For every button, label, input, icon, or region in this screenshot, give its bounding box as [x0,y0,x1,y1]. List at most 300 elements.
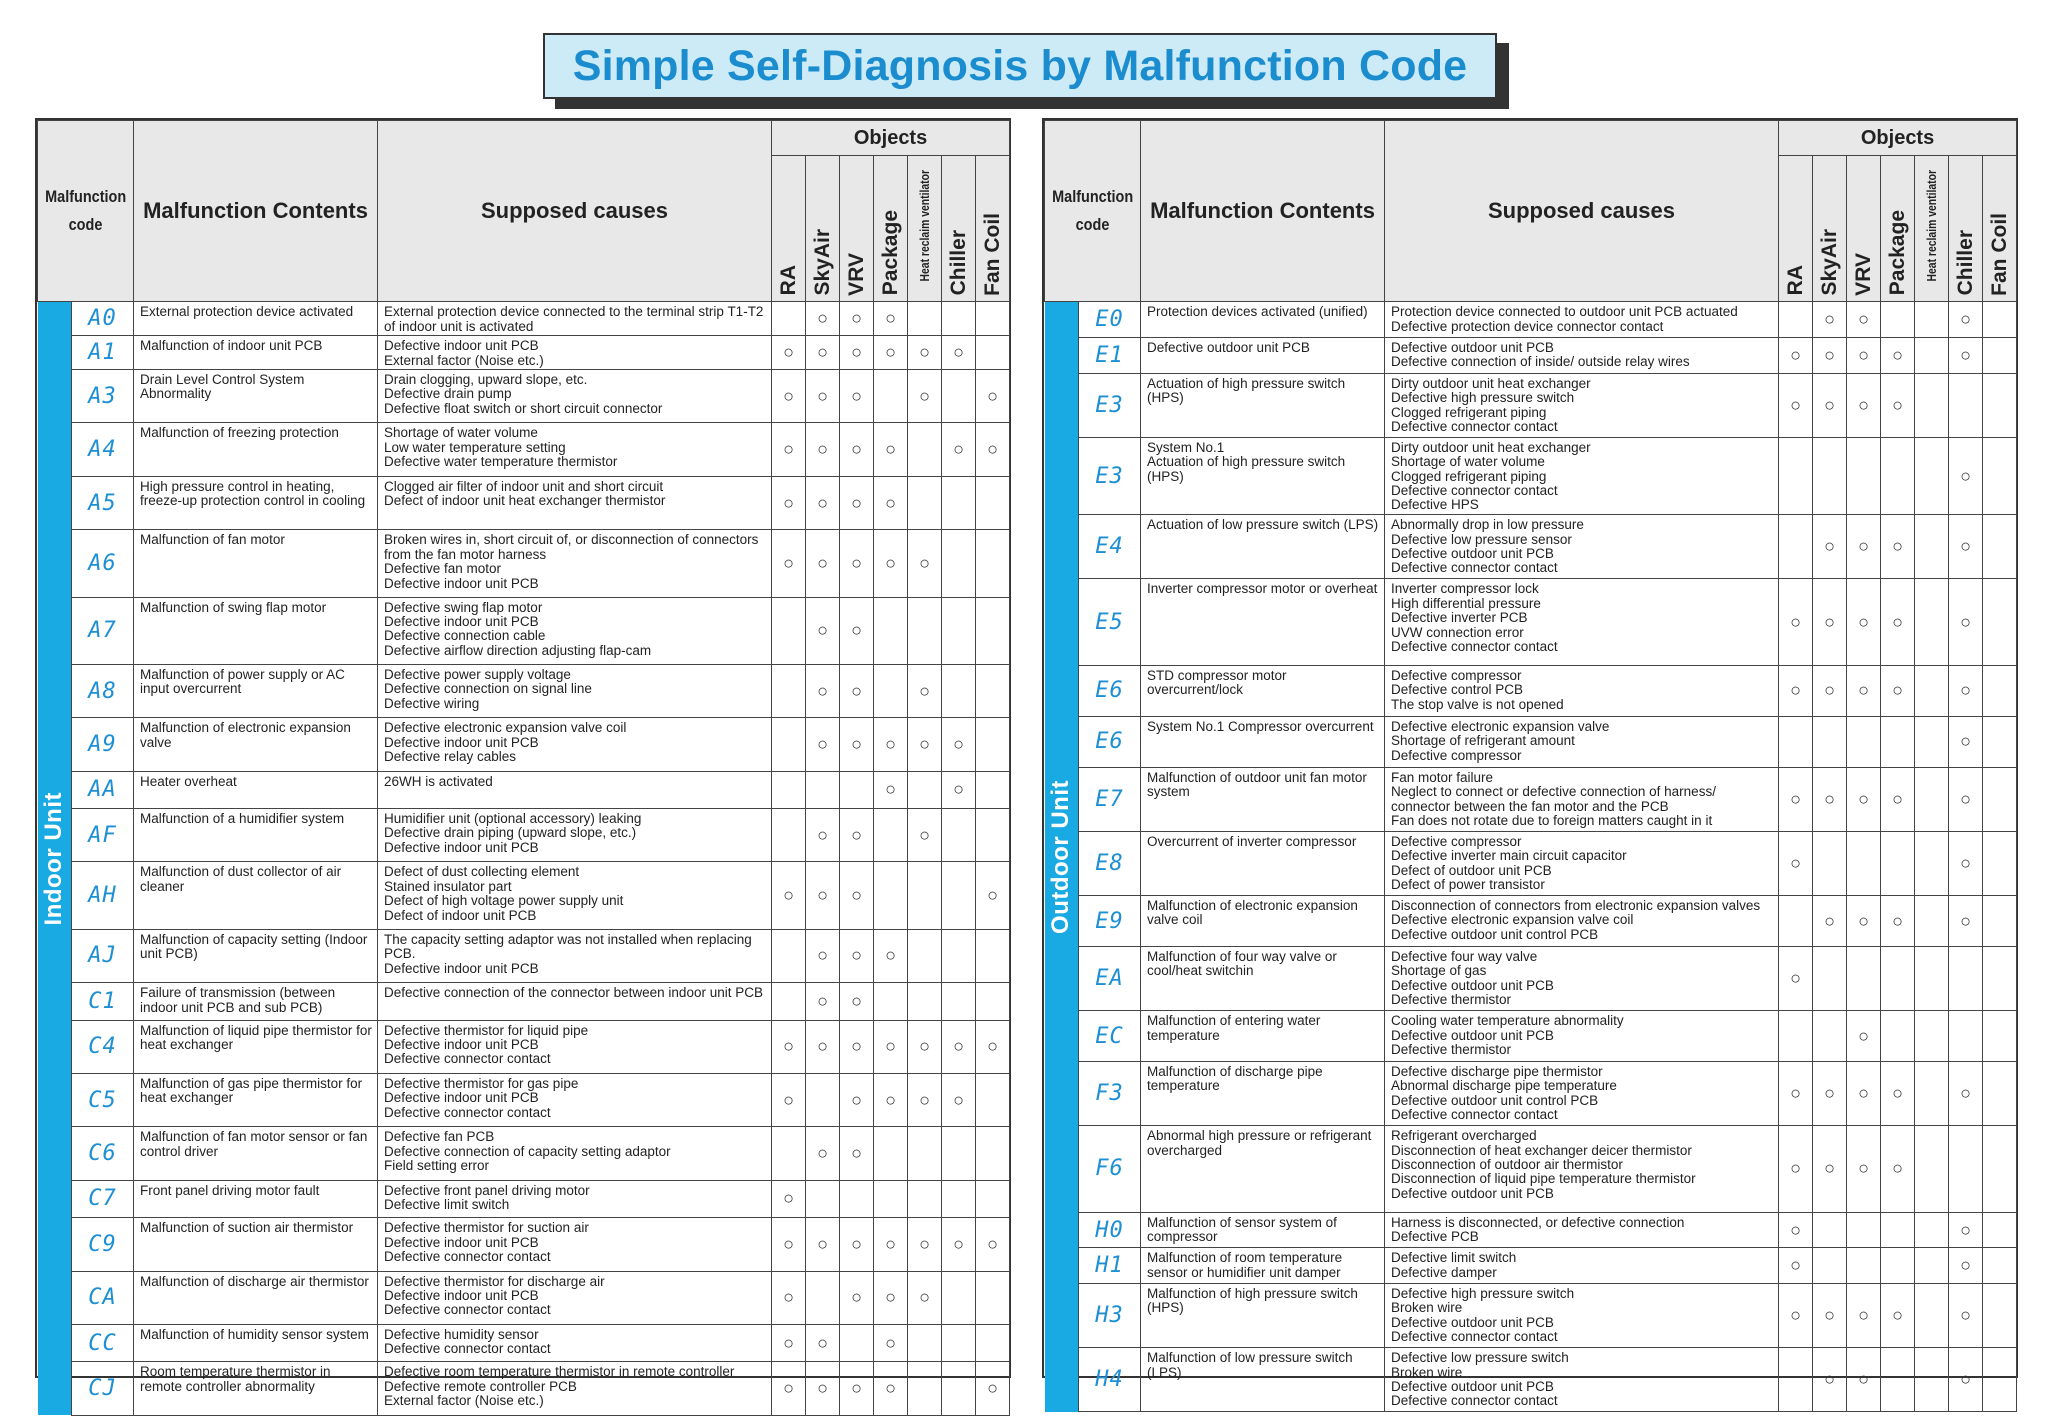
object-applicable-chiller-mark [942,1324,976,1361]
table-row [38,476,1010,529]
object-applicable-ra-mark [772,771,806,808]
table-row [1045,1283,2017,1347]
malfunction-code: EC [1079,1011,1141,1062]
table-row [38,1180,1010,1217]
object-applicable-fan-coil-mark [976,1073,1010,1126]
object-applicable-fan-coil-mark [976,771,1010,808]
object-applicable-ra-mark: ○ [772,476,806,529]
malfunction-contents: Malfunction of electronic expansion valve coil [1141,896,1385,947]
object-applicable-skyair-mark: ○ [806,597,840,664]
malfunction-code: H0 [1079,1212,1141,1248]
header-supposed-causes: Supposed causes [1385,121,1779,302]
header-objects: Objects [1779,121,2017,156]
object-applicable-package-mark [1881,831,1915,895]
malfunction-contents: Malfunction of discharge air thermistor [134,1271,378,1324]
object-applicable-skyair-mark: ○ [806,302,840,336]
supposed-causes: Defective compressor Defective inverter main circuit capacitor Defect of outdoor unit PCB Defect of power transistor [1385,831,1779,895]
object-applicable-package-mark: ○ [874,929,908,982]
object-applicable-skyair-mark: ○ [1813,1348,1847,1412]
object-applicable-vrv-mark [1847,831,1881,895]
indoor-unit-table [35,118,1011,1409]
malfunction-code: E8 [1079,831,1141,895]
object-applicable-heat-reclaim-ventilator-mark [908,302,942,336]
object-applicable-ra-mark: ○ [772,423,806,476]
object-applicable-vrv-mark: ○ [1847,515,1881,579]
object-applicable-fan-coil-mark [1983,1248,2017,1284]
object-applicable-chiller-mark: ○ [1949,338,1983,374]
object-applicable-heat-reclaim-ventilator-mark [1915,665,1949,716]
object-applicable-fan-coil-mark [976,1127,1010,1180]
supposed-causes: Defective swing flap motor Defective indoor unit PCB Defective connection cable Defective airflow direction adjusting flap-cam [378,597,772,664]
malfunction-code: CC [72,1324,134,1361]
object-applicable-heat-reclaim-ventilator-mark: ○ [908,1020,942,1073]
object-applicable-skyair-mark: ○ [806,664,840,717]
object-applicable-fan-coil-mark [1983,579,2017,666]
malfunction-contents: Malfunction of entering water temperature [1141,1011,1385,1062]
object-applicable-skyair-mark: ○ [1813,1126,1847,1213]
object-applicable-heat-reclaim-ventilator-mark [1915,896,1949,947]
malfunction-contents: Actuation of high pressure switch (HPS) [1141,373,1385,437]
object-applicable-package-mark [874,1180,908,1217]
object-column-label: SkyAir [1817,228,1841,296]
object-applicable-heat-reclaim-ventilator-mark [1915,1212,1949,1248]
malfunction-contents: Malfunction of outdoor unit fan motor system [1141,767,1385,831]
object-applicable-ra-mark: ○ [772,862,806,929]
object-applicable-ra-mark: ○ [1779,1212,1813,1248]
object-applicable-ra-mark: ○ [772,1020,806,1073]
malfunction-code: AF [72,809,134,862]
object-column-label: RA [1783,265,1807,296]
object-applicable-fan-coil-mark: ○ [976,1020,1010,1073]
object-applicable-heat-reclaim-ventilator-mark: ○ [908,1073,942,1126]
supposed-causes: Defective electronic expansion valve coil Defective indoor unit PCB Defective relay cables [378,718,772,771]
object-applicable-skyair-mark: ○ [1813,338,1847,374]
supposed-causes: Dirty outdoor unit heat exchanger Shortage of water volume Clogged refrigerant piping Defective connector contact Defective HPS [1385,437,1779,514]
object-applicable-heat-reclaim-ventilator-mark [908,1127,942,1180]
object-applicable-fan-coil-mark [1983,1283,2017,1347]
table-row [1045,302,2017,338]
object-applicable-skyair-mark: ○ [1813,665,1847,716]
object-applicable-skyair-mark: ○ [806,530,840,597]
object-applicable-skyair-mark [1813,1011,1847,1062]
object-applicable-package-mark [874,1127,908,1180]
malfunction-contents: Malfunction of suction air thermistor [134,1218,378,1271]
supposed-causes: Dirty outdoor unit heat exchanger Defective high pressure switch Clogged refrigerant piping Defective connector contact [1385,373,1779,437]
object-applicable-skyair-mark [1813,716,1847,767]
table-row [1045,1062,2017,1126]
object-applicable-vrv-mark: ○ [840,476,874,529]
object-applicable-skyair-mark: ○ [806,1020,840,1073]
object-applicable-fan-coil-mark [976,983,1010,1020]
object-applicable-fan-coil-mark [1983,831,2017,895]
supposed-causes: Shortage of water volume Low water temperature setting Defective water temperature thermistor [378,423,772,476]
table-row [1045,716,2017,767]
object-applicable-ra-mark: ○ [1779,1062,1813,1126]
object-applicable-skyair-mark: ○ [806,476,840,529]
object-applicable-chiller-mark: ○ [1949,767,1983,831]
object-applicable-heat-reclaim-ventilator-mark [908,1180,942,1217]
supposed-causes: Defect of dust collecting element Stained insulator part Defect of high voltage power supply unit Defect of indoor unit PCB [378,862,772,929]
malfunction-code: E6 [1079,665,1141,716]
object-applicable-vrv-mark [1847,437,1881,514]
object-applicable-package-mark [874,370,908,423]
object-applicable-package-mark: ○ [874,771,908,808]
header-object-package [1881,156,1915,302]
object-applicable-ra-mark: ○ [1779,373,1813,437]
object-applicable-vrv-mark [840,1324,874,1361]
object-applicable-skyair-mark: ○ [1813,579,1847,666]
supposed-causes: Cooling water temperature abnormality Defective outdoor unit PCB Defective thermistor [1385,1011,1779,1062]
object-applicable-package-mark: ○ [874,530,908,597]
object-applicable-skyair-mark: ○ [1813,302,1847,338]
object-applicable-chiller-mark [942,476,976,529]
object-applicable-chiller-mark [942,862,976,929]
malfunction-contents: System No.1 Actuation of high pressure switch (HPS) [1141,437,1385,514]
object-column-label: Heat reclaim ventilator [1923,169,1939,282]
object-applicable-skyair-mark: ○ [806,423,840,476]
malfunction-contents: Malfunction of room temperature sensor or humidifier unit damper [1141,1248,1385,1284]
object-applicable-chiller-mark [1949,1011,1983,1062]
supposed-causes: Defective high pressure switch Broken wire Defective outdoor unit PCB Defective connector contact [1385,1283,1779,1347]
object-applicable-heat-reclaim-ventilator-mark [908,1362,942,1415]
object-applicable-fan-coil-mark [1983,338,2017,374]
object-applicable-vrv-mark: ○ [840,929,874,982]
object-applicable-vrv-mark [1847,946,1881,1010]
object-applicable-ra-mark: ○ [1779,338,1813,374]
supposed-causes: Inverter compressor lock High differential pressure Defective inverter PCB UVW connection error Defective connector contact [1385,579,1779,666]
object-column-label: Chiller [946,230,970,296]
object-applicable-package-mark [1881,946,1915,1010]
object-applicable-chiller-mark [1949,373,1983,437]
title-banner [543,33,1497,99]
object-applicable-fan-coil-mark [976,809,1010,862]
malfunction-code: A7 [72,597,134,664]
supposed-causes: Defective thermistor for discharge air Defective indoor unit PCB Defective connector contact [378,1271,772,1324]
supposed-causes: Defective limit switch Defective damper [1385,1248,1779,1284]
header-malfunction-code [1045,121,1141,302]
object-applicable-vrv-mark: ○ [840,1271,874,1324]
object-applicable-package-mark: ○ [874,423,908,476]
malfunction-contents: Malfunction of low pressure switch (LPS) [1141,1348,1385,1412]
malfunction-code: E1 [1079,338,1141,374]
object-applicable-heat-reclaim-ventilator-mark [908,423,942,476]
table-row [38,809,1010,862]
object-applicable-heat-reclaim-ventilator-mark: ○ [908,1271,942,1324]
object-applicable-chiller-mark: ○ [1949,1283,1983,1347]
object-column-label: Package [878,210,902,296]
header-malfunction-code [38,121,134,302]
object-applicable-vrv-mark: ○ [1847,896,1881,947]
object-applicable-chiller-mark [942,1271,976,1324]
object-applicable-fan-coil-mark [976,597,1010,664]
malfunction-code: A1 [72,336,134,370]
object-applicable-heat-reclaim-ventilator-mark [1915,1283,1949,1347]
header-object-vrv [1847,156,1881,302]
object-applicable-chiller-mark [942,983,976,1020]
malfunction-contents: Malfunction of humidity sensor system [134,1324,378,1361]
supposed-causes: Disconnection of connectors from electronic expansion valves Defective electronic expansion valve coil Defective outdoor unit control PCB [1385,896,1779,947]
header-object-ra [772,156,806,302]
object-applicable-ra-mark [1779,302,1813,338]
table-row [1045,665,2017,716]
malfunction-code: C4 [72,1020,134,1073]
object-applicable-heat-reclaim-ventilator-mark [1915,437,1949,514]
supposed-causes: Refrigerant overcharged Disconnection of heat exchanger deicer thermistor Disconnection of outdoor air thermistor Disconnection of liquid pipe temperature thermistor Defective outdoor unit PCB [1385,1126,1779,1213]
object-applicable-fan-coil-mark [1983,665,2017,716]
object-applicable-fan-coil-mark [1983,1011,2017,1062]
object-applicable-package-mark [1881,1348,1915,1412]
object-applicable-package-mark: ○ [874,336,908,370]
object-column-label: Heat reclaim ventilator [916,169,932,282]
object-applicable-fan-coil-mark: ○ [976,1362,1010,1415]
malfunction-code: C9 [72,1218,134,1271]
header-object-fan-coil [976,156,1010,302]
header-object-heat-reclaim-ventilator [1915,156,1949,302]
table-row [1045,1126,2017,1213]
object-column-label: Package [1885,210,1909,296]
object-applicable-ra-mark: ○ [772,370,806,423]
object-applicable-skyair-mark: ○ [1813,1062,1847,1126]
object-applicable-vrv-mark: ○ [1847,1348,1881,1412]
object-column-label: SkyAir [810,228,834,296]
supposed-causes: Defective humidity sensor Defective connector contact [378,1324,772,1361]
header-code-label: Malfunction code [1052,187,1134,235]
supposed-causes: Defective outdoor unit PCB Defective connection of inside/ outside relay wires [1385,338,1779,374]
object-applicable-vrv-mark [1847,1212,1881,1248]
object-applicable-heat-reclaim-ventilator-mark [1915,1126,1949,1213]
object-applicable-fan-coil-mark: ○ [976,862,1010,929]
object-applicable-ra-mark [1779,1011,1813,1062]
supposed-causes: Abnormally drop in low pressure Defective low pressure sensor Defective outdoor unit PCB Defective connector contact [1385,515,1779,579]
object-applicable-heat-reclaim-ventilator-mark: ○ [908,809,942,862]
object-applicable-ra-mark: ○ [1779,1126,1813,1213]
object-applicable-ra-mark: ○ [772,1180,806,1217]
header-object-fan-coil [1983,156,2017,302]
object-applicable-fan-coil-mark [1983,1212,2017,1248]
malfunction-contents: Abnormal high pressure or refrigerant overcharged [1141,1126,1385,1213]
table-row [1045,579,2017,666]
object-applicable-heat-reclaim-ventilator-mark [1915,1011,1949,1062]
malfunction-code: EA [1079,946,1141,1010]
object-applicable-package-mark: ○ [1881,1283,1915,1347]
malfunction-contents: Malfunction of power supply or AC input overcurrent [134,664,378,717]
object-applicable-vrv-mark: ○ [840,336,874,370]
object-applicable-vrv-mark: ○ [840,597,874,664]
table-row [38,597,1010,664]
object-applicable-chiller-mark: ○ [1949,1248,1983,1284]
object-applicable-chiller-mark: ○ [942,1073,976,1126]
object-applicable-ra-mark: ○ [772,1271,806,1324]
malfunction-contents: Failure of transmission (between indoor unit PCB and sub PCB) [134,983,378,1020]
supposed-causes: Humidifier unit (optional accessory) leaking Defective drain piping (upward slope, etc.) Defective indoor unit PCB [378,809,772,862]
object-applicable-package-mark: ○ [874,1271,908,1324]
malfunction-code: A0 [72,302,134,336]
table-row [1045,373,2017,437]
header-object-chiller [942,156,976,302]
object-applicable-vrv-mark: ○ [840,530,874,597]
supposed-causes: Drain clogging, upward slope, etc. Defective drain pump Defective float switch or short circuit connector [378,370,772,423]
object-applicable-ra-mark [1779,515,1813,579]
malfunction-code: A5 [72,476,134,529]
object-applicable-heat-reclaim-ventilator-mark [1915,302,1949,338]
supposed-causes: Defective thermistor for gas pipe Defective indoor unit PCB Defective connector contact [378,1073,772,1126]
malfunction-code: C5 [72,1073,134,1126]
object-applicable-skyair-mark [1813,946,1847,1010]
object-applicable-chiller-mark: ○ [1949,1212,1983,1248]
header-object-package [874,156,908,302]
supposed-causes: External protection device connected to the terminal strip T1-T2 of indoor unit is activated [378,302,772,336]
object-applicable-ra-mark [772,1127,806,1180]
object-applicable-heat-reclaim-ventilator-mark [1915,1348,1949,1412]
malfunction-contents: Malfunction of a humidifier system [134,809,378,862]
object-applicable-vrv-mark: ○ [840,423,874,476]
malfunction-code: H3 [1079,1283,1141,1347]
malfunction-code: A3 [72,370,134,423]
object-column-label: VRV [1851,252,1875,296]
malfunction-contents: System No.1 Compressor overcurrent [1141,716,1385,767]
object-applicable-skyair-mark: ○ [806,1324,840,1361]
object-applicable-fan-coil-mark: ○ [976,1218,1010,1271]
malfunction-contents: Protection devices activated (unified) [1141,302,1385,338]
object-applicable-package-mark: ○ [874,1362,908,1415]
object-applicable-chiller-mark: ○ [1949,831,1983,895]
malfunction-contents: Malfunction of freezing protection [134,423,378,476]
object-applicable-fan-coil-mark [976,929,1010,982]
malfunction-code: E9 [1079,896,1141,947]
object-applicable-package-mark [874,664,908,717]
object-applicable-heat-reclaim-ventilator-mark [1915,1062,1949,1126]
table-row [38,302,1010,336]
page-title: Simple Self-Diagnosis by Malfunction Code [572,41,1468,90]
object-applicable-skyair-mark [806,1073,840,1126]
header-malfunction-contents: Malfunction Contents [1141,121,1385,302]
object-applicable-vrv-mark: ○ [1847,1283,1881,1347]
supposed-causes: Defective low pressure switch Broken wire Defective outdoor unit PCB Defective connector contact [1385,1348,1779,1412]
malfunction-code: E5 [1079,579,1141,666]
object-applicable-heat-reclaim-ventilator-mark: ○ [908,336,942,370]
object-applicable-skyair-mark [806,771,840,808]
object-column-label: Fan Coil [1987,212,2011,296]
malfunction-contents: Malfunction of capacity setting (Indoor unit PCB) [134,929,378,982]
object-applicable-package-mark: ○ [1881,1126,1915,1213]
table-row [38,983,1010,1020]
object-applicable-vrv-mark: ○ [1847,302,1881,338]
table-row [38,664,1010,717]
object-applicable-package-mark [874,597,908,664]
object-applicable-fan-coil-mark: ○ [976,370,1010,423]
object-applicable-skyair-mark [806,1180,840,1217]
object-applicable-skyair-mark: ○ [1813,1283,1847,1347]
object-applicable-vrv-mark: ○ [840,1127,874,1180]
object-applicable-package-mark: ○ [874,718,908,771]
object-applicable-package-mark: ○ [874,476,908,529]
object-applicable-chiller-mark: ○ [942,336,976,370]
header-objects: Objects [772,121,1010,156]
object-applicable-vrv-mark: ○ [1847,579,1881,666]
object-applicable-ra-mark: ○ [772,530,806,597]
malfunction-code: H4 [1079,1348,1141,1412]
object-applicable-vrv-mark: ○ [840,809,874,862]
table-row [38,1020,1010,1073]
object-applicable-ra-mark [1779,1348,1813,1412]
object-applicable-chiller-mark: ○ [942,718,976,771]
table-row [1045,1348,2017,1412]
supposed-causes: Defective thermistor for liquid pipe Defective indoor unit PCB Defective connector contact [378,1020,772,1073]
object-applicable-chiller-mark: ○ [942,1020,976,1073]
malfunction-code: E6 [1079,716,1141,767]
object-applicable-chiller-mark [942,370,976,423]
header-malfunction-contents: Malfunction Contents [134,121,378,302]
object-applicable-heat-reclaim-ventilator-mark [908,597,942,664]
object-applicable-package-mark: ○ [874,1020,908,1073]
object-applicable-package-mark [874,983,908,1020]
malfunction-contents: High pressure control in heating, freeze-up protection control in cooling [134,476,378,529]
object-applicable-vrv-mark: ○ [840,718,874,771]
malfunction-code: E3 [1079,437,1141,514]
object-applicable-ra-mark [1779,896,1813,947]
object-applicable-vrv-mark: ○ [840,302,874,336]
object-applicable-ra-mark [772,597,806,664]
object-applicable-vrv-mark: ○ [840,983,874,1020]
object-applicable-ra-mark [1779,716,1813,767]
object-applicable-chiller-mark: ○ [942,771,976,808]
object-applicable-heat-reclaim-ventilator-mark: ○ [908,718,942,771]
malfunction-contents: Malfunction of fan motor sensor or fan control driver [134,1127,378,1180]
object-applicable-heat-reclaim-ventilator-mark [1915,767,1949,831]
object-applicable-package-mark [1881,1212,1915,1248]
supposed-causes: Protection device connected to outdoor unit PCB actuated Defective protection device connector contact [1385,302,1779,338]
object-applicable-skyair-mark: ○ [806,983,840,1020]
object-applicable-ra-mark [772,809,806,862]
object-applicable-heat-reclaim-ventilator-mark [1915,338,1949,374]
unit-side-label [1045,302,1079,1412]
object-applicable-fan-coil-mark [976,302,1010,336]
malfunction-code: H1 [1079,1248,1141,1284]
object-applicable-ra-mark [772,302,806,336]
object-column-label: RA [776,265,800,296]
table-row [38,1073,1010,1126]
object-applicable-package-mark: ○ [1881,767,1915,831]
object-applicable-vrv-mark [840,1180,874,1217]
object-applicable-ra-mark: ○ [772,1324,806,1361]
object-applicable-chiller-mark: ○ [1949,302,1983,338]
malfunction-contents: Malfunction of high pressure switch (HPS) [1141,1283,1385,1347]
object-applicable-heat-reclaim-ventilator-mark [1915,1248,1949,1284]
object-applicable-ra-mark [772,718,806,771]
malfunction-contents: Front panel driving motor fault [134,1180,378,1217]
table-row [38,370,1010,423]
table-row [1045,437,2017,514]
supposed-causes: Defective compressor Defective control PCB The stop valve is not opened [1385,665,1779,716]
object-applicable-skyair-mark [1813,831,1847,895]
malfunction-contents: Heater overheat [134,771,378,808]
malfunction-code: CJ [72,1362,134,1415]
object-applicable-skyair-mark: ○ [806,1218,840,1271]
object-applicable-fan-coil-mark [1983,302,2017,338]
malfunction-contents: Malfunction of fan motor [134,530,378,597]
object-applicable-fan-coil-mark [1983,437,2017,514]
object-applicable-ra-mark: ○ [772,1362,806,1415]
object-applicable-ra-mark [772,983,806,1020]
malfunction-contents: Malfunction of dust collector of air cleaner [134,862,378,929]
object-applicable-fan-coil-mark [1983,515,2017,579]
header-object-heat-reclaim-ventilator [908,156,942,302]
table-row [38,1362,1010,1415]
object-applicable-chiller-mark: ○ [1949,515,1983,579]
object-applicable-fan-coil-mark [976,336,1010,370]
object-applicable-package-mark: ○ [874,1324,908,1361]
object-applicable-package-mark [874,862,908,929]
